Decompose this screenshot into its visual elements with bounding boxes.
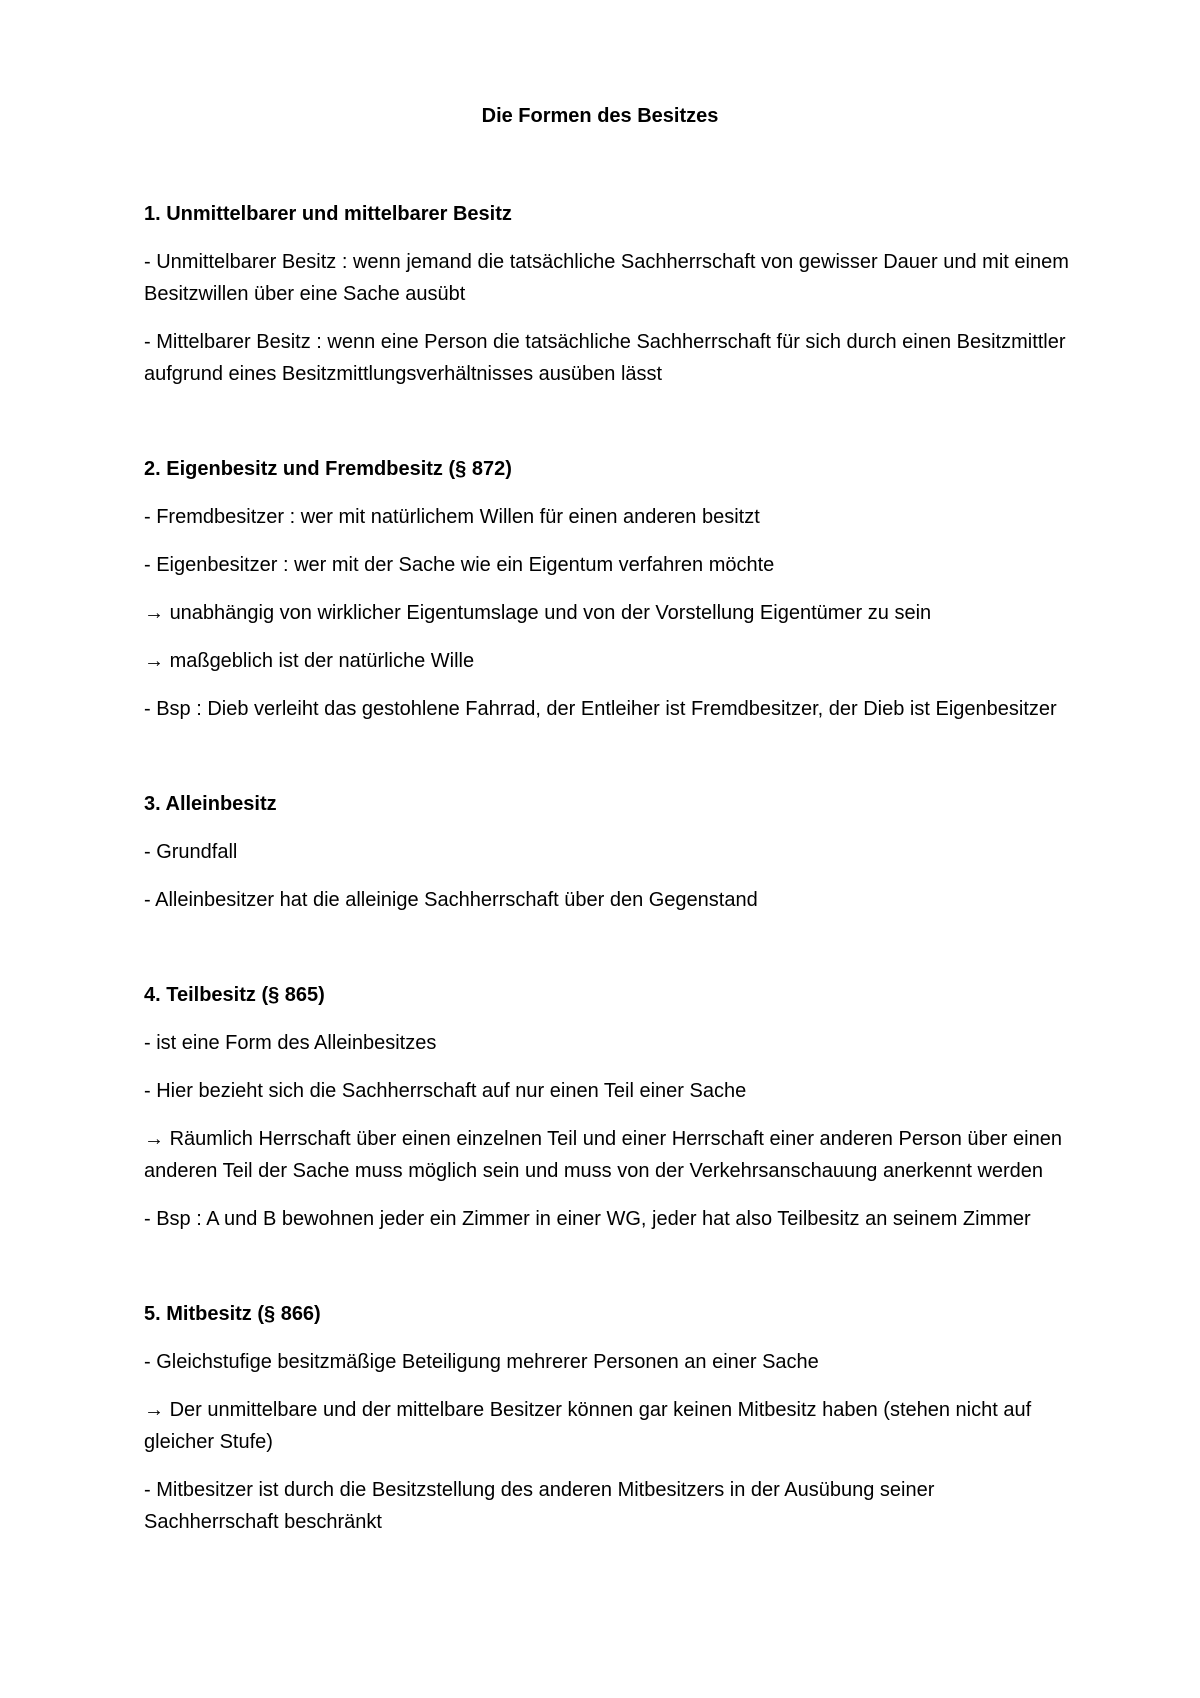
paragraph-text: - Hier bezieht sich die Sachherrschaft auf nur einen Teil einer Sache bbox=[144, 1080, 747, 1102]
paragraph bbox=[144, 1474, 1074, 1538]
paragraph bbox=[144, 1346, 1074, 1378]
paragraph-text: - Grundfall bbox=[144, 841, 238, 863]
paragraph bbox=[144, 884, 1074, 916]
paragraph-text: - Unmittelbarer Besitz : wenn jemand die tatsächliche Sachherrschaft von gewisser Dauer und mit einem Besitzwillen über eine Sache ausübt bbox=[144, 251, 1069, 305]
paragraph-text: maßgeblich ist der natürliche Wille bbox=[169, 650, 475, 672]
section-4 bbox=[144, 979, 1074, 1235]
arrow-paragraph bbox=[144, 645, 1074, 677]
arrow-right-icon: → bbox=[144, 650, 170, 672]
paragraph-text: - Bsp : A und B bewohnen jeder ein Zimmer in einer WG, jeder hat also Teilbesitz an seinem Zimmer bbox=[144, 1208, 1031, 1230]
document-title: Die Formen des Besitzes bbox=[481, 105, 719, 127]
paragraph-text: - Eigenbesitzer : wer mit der Sache wie ein Eigentum verfahren möchte bbox=[144, 554, 775, 576]
arrow-paragraph bbox=[144, 597, 1074, 629]
section-2 bbox=[144, 453, 1074, 725]
paragraph bbox=[144, 549, 1074, 581]
section-3 bbox=[144, 788, 1074, 916]
section-heading: 3. Alleinbesitz bbox=[144, 793, 277, 815]
paragraph bbox=[144, 326, 1074, 390]
paragraph-text: - Bsp : Dieb verleiht das gestohlene Fahrrad, der Entleiher ist Fremdbesitzer, der Dieb ist Eigenbesitzer bbox=[144, 698, 1057, 720]
paragraph-text: Räumlich Herrschaft über einen einzelnen Teil und einer Herrschaft einer anderen Person über einen anderen Teil der Sache muss möglich sein und muss von der Verkehrsanschauung anerkennt werden bbox=[144, 1128, 1062, 1182]
paragraph-text: - Alleinbesitzer hat die alleinige Sachherrschaft über den Gegenstand bbox=[144, 889, 758, 911]
section-heading: 2. Eigenbesitz und Fremdbesitz (§ 872) bbox=[144, 458, 512, 480]
section-1 bbox=[144, 198, 1074, 390]
paragraph-text: unabhängig von wirklicher Eigentumslage und von der Vorstellung Eigentümer zu sein bbox=[169, 602, 932, 624]
section-5 bbox=[144, 1298, 1074, 1538]
paragraph bbox=[144, 1075, 1074, 1107]
paragraph bbox=[144, 1203, 1074, 1235]
arrow-paragraph bbox=[144, 1123, 1074, 1187]
section-heading: 4. Teilbesitz (§ 865) bbox=[144, 984, 325, 1006]
paragraph-text: - ist eine Form des Alleinbesitzes bbox=[144, 1032, 437, 1054]
paragraph bbox=[144, 246, 1074, 310]
paragraph-text: - Mitbesitzer ist durch die Besitzstellung des anderen Mitbesitzers in der Ausübung seiner Sachherrschaft beschränkt bbox=[144, 1479, 935, 1533]
paragraph bbox=[144, 836, 1074, 868]
paragraph bbox=[144, 501, 1074, 533]
arrow-right-icon: → bbox=[144, 1399, 170, 1421]
paragraph-text: Der unmittelbare und der mittelbare Besitzer können gar keinen Mitbesitz haben (stehen nicht auf gleicher Stufe) bbox=[144, 1399, 1032, 1453]
arrow-paragraph bbox=[144, 1394, 1074, 1458]
section-heading: 5. Mitbesitz (§ 866) bbox=[144, 1303, 321, 1325]
paragraph bbox=[144, 1027, 1074, 1059]
arrow-right-icon: → bbox=[144, 602, 170, 624]
paragraph-text: - Gleichstufige besitzmäßige Beteiligung mehrerer Personen an einer Sache bbox=[144, 1351, 819, 1373]
paragraph bbox=[144, 693, 1074, 725]
sections-container bbox=[144, 198, 1074, 1601]
arrow-right-icon: → bbox=[144, 1128, 170, 1150]
paragraph-text: - Mittelbarer Besitz : wenn eine Person die tatsächliche Sachherrschaft für sich durch einen Besitzmittler aufgrund eines Besitzmittlungsverhältnisses ausüben lässt bbox=[144, 331, 1066, 385]
paragraph-text: - Fremdbesitzer : wer mit natürlichem Willen für einen anderen besitzt bbox=[144, 506, 760, 528]
section-heading: 1. Unmittelbarer und mittelbarer Besitz bbox=[144, 203, 512, 225]
